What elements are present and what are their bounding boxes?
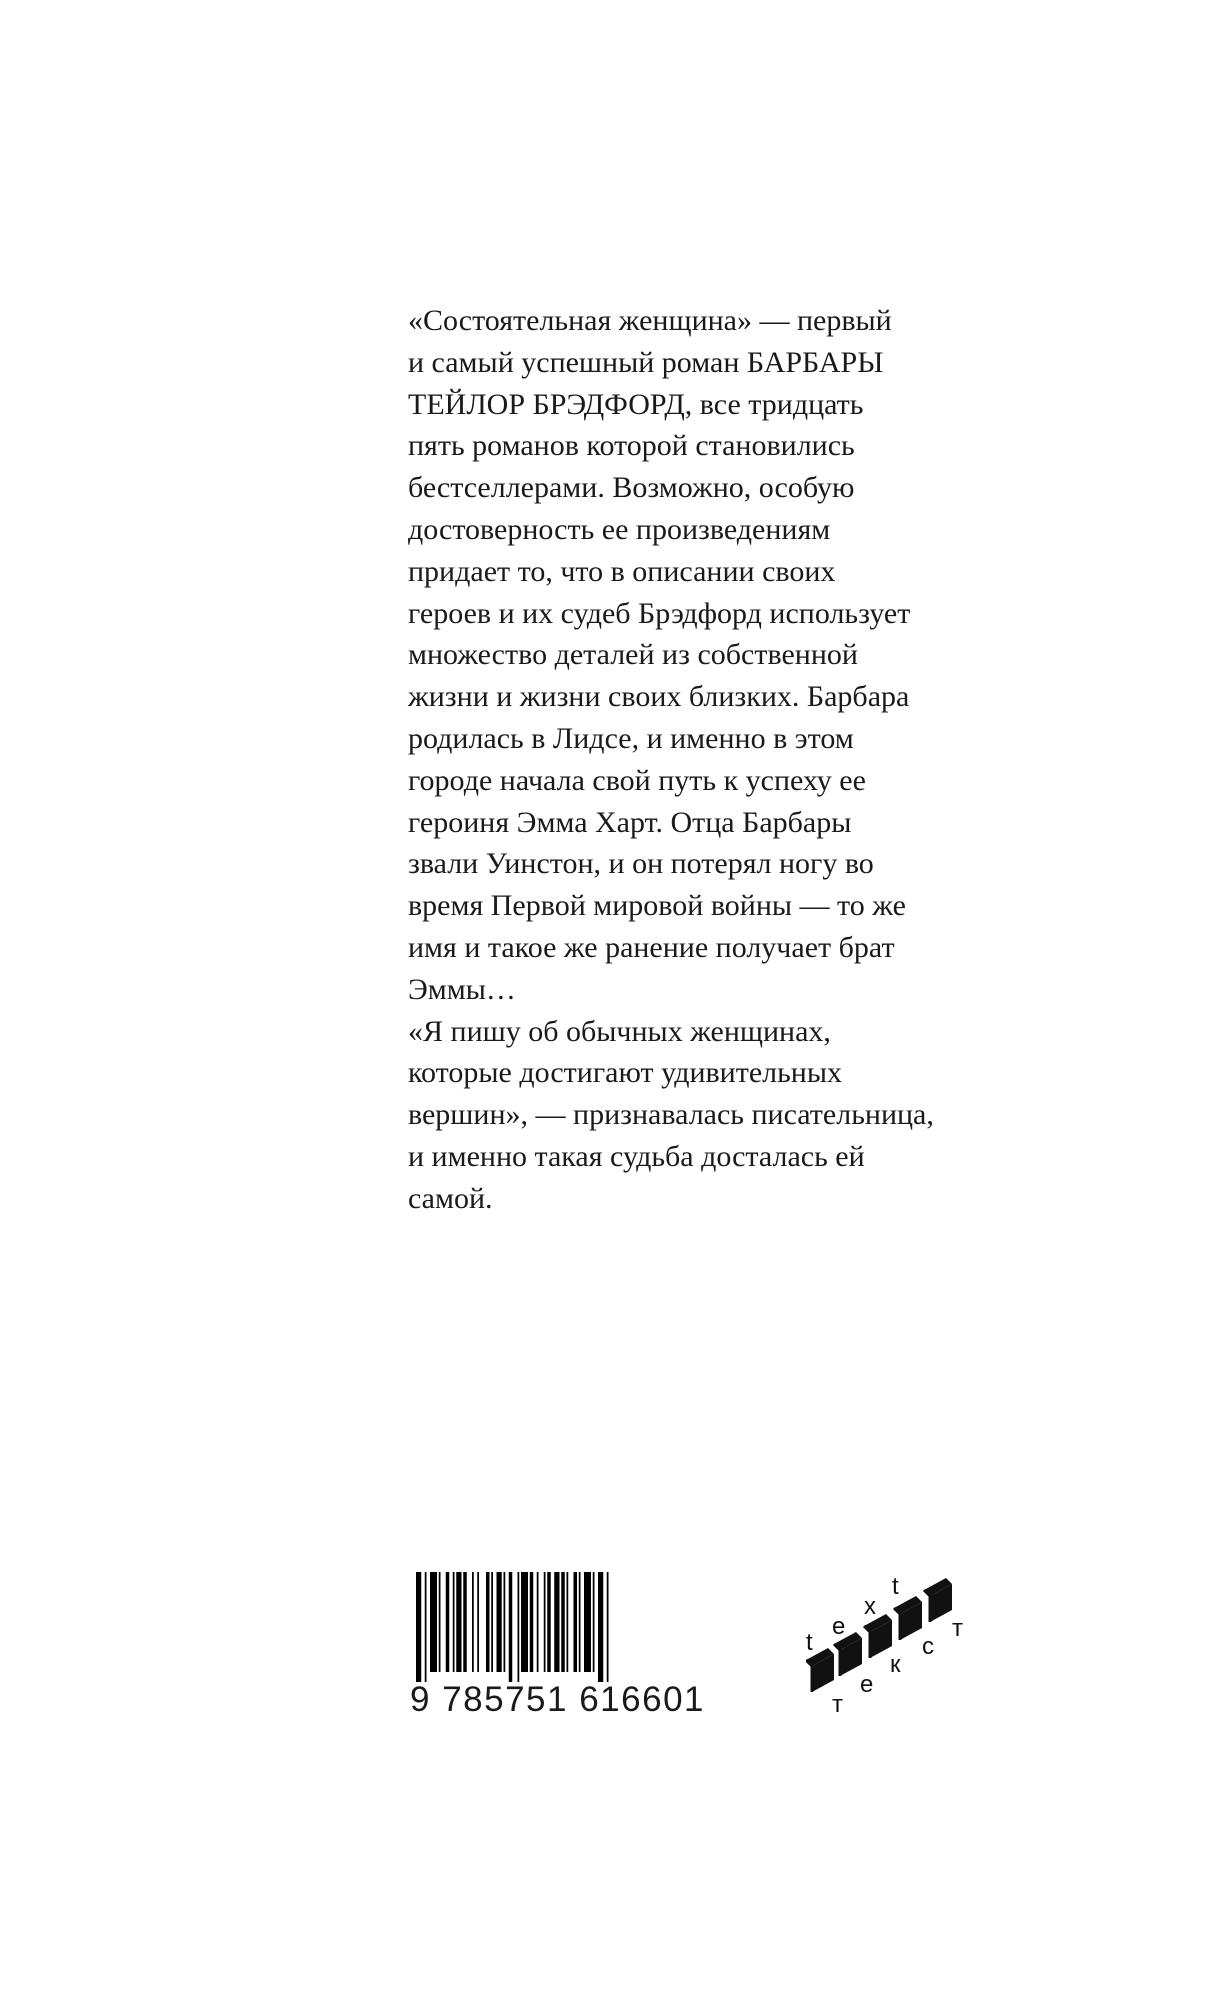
barcode-bar xyxy=(574,1572,578,1672)
logo-letter: т xyxy=(832,1691,843,1718)
barcode-bar xyxy=(554,1572,559,1672)
barcode-bar xyxy=(486,1572,490,1672)
barcode-bar xyxy=(547,1572,551,1672)
barcode-bar xyxy=(593,1572,595,1672)
annotation-line: и самый успешный роман БАРБАРЫ xyxy=(408,345,884,379)
annotation-line: родилась в Лидсе, и именно в этом xyxy=(408,721,854,755)
publisher-logo-icon xyxy=(806,1560,968,1720)
annotation-line: городе начала свой путь к успеху ее xyxy=(408,763,866,797)
barcode-bar xyxy=(463,1572,467,1672)
annotation-line: Эммы… xyxy=(408,972,516,1006)
barcode-bar xyxy=(472,1572,474,1672)
barcode-bar xyxy=(584,1572,591,1672)
barcode-bar xyxy=(537,1572,539,1672)
annotation-line: достоверность ее произведениям xyxy=(408,512,831,546)
barcode-bar xyxy=(544,1572,546,1672)
annotation-line: пять романов которой становились xyxy=(408,429,855,463)
logo-letter: к xyxy=(890,1651,901,1678)
barcode-bar xyxy=(439,1572,441,1672)
annotation-line: придает то, что в описании своих xyxy=(408,554,836,588)
barcode-bar xyxy=(521,1572,528,1672)
barcode-bar xyxy=(456,1572,461,1672)
annotation-text xyxy=(408,300,968,1220)
logo-letter: е xyxy=(832,1613,846,1640)
barcode-bar xyxy=(446,1572,450,1672)
annotation-line: множество деталей из собственной xyxy=(408,638,858,672)
logo-letter: t xyxy=(806,1629,813,1656)
barcode-bar xyxy=(497,1572,502,1672)
annotation-line: «Я пишу об обычных женщинах, xyxy=(408,1014,831,1048)
barcode-bar xyxy=(567,1572,569,1672)
barcode-bar xyxy=(509,1572,513,1682)
barcode-bar xyxy=(518,1572,520,1682)
barcode-bar xyxy=(453,1572,455,1672)
barcode-bar xyxy=(530,1572,534,1672)
barcode-bar xyxy=(491,1572,493,1672)
annotation-line: время Первой мировой войны — то же xyxy=(408,889,906,923)
annotation-line: звали Уинстон, и он потерял ногу во xyxy=(408,847,874,881)
annotation-line: самой. xyxy=(408,1181,493,1215)
annotation-line: ТЕЙЛОР БРЭДФОРД, все тридцать xyxy=(408,387,864,421)
annotation-line: имя и такое же ранение получает брат xyxy=(408,930,895,964)
annotation-line: которые достигают удивительных xyxy=(408,1056,843,1090)
annotation-line: «Состоятельная женщина» — первый xyxy=(408,304,892,337)
annotation-line: жизни и жизни своих близких. Барбара xyxy=(408,680,910,714)
barcode-bar xyxy=(477,1572,479,1672)
annotation-line: вершин», — признавалась писательница, xyxy=(408,1098,934,1132)
barcode-bar xyxy=(416,1572,421,1682)
logo-letter: с xyxy=(922,1633,934,1660)
logo-letter: т xyxy=(952,1615,963,1642)
barcode-bar xyxy=(598,1572,603,1682)
annotation-line: бестселлерами. Возможно, особую xyxy=(408,471,855,505)
logo-letter: e xyxy=(860,1671,874,1698)
barcode-bar xyxy=(561,1572,565,1672)
isbn-number: 9 785751 616601 xyxy=(410,1680,705,1719)
annotation-line: и именно такая судьба досталась ей xyxy=(408,1139,865,1173)
annotation-line: героиня Эмма Харт. Отца Барбары xyxy=(408,805,852,839)
barcode-bar xyxy=(579,1572,581,1672)
annotation-line: героев и их судеб Брэдфорд использует xyxy=(408,596,911,630)
barcode-bar xyxy=(425,1572,427,1682)
logo-letter: t xyxy=(892,1573,899,1600)
barcode-bar xyxy=(504,1572,506,1672)
barcode-bar xyxy=(430,1572,437,1672)
logo-letter: х xyxy=(864,1593,876,1620)
barcode-bar xyxy=(607,1572,609,1682)
